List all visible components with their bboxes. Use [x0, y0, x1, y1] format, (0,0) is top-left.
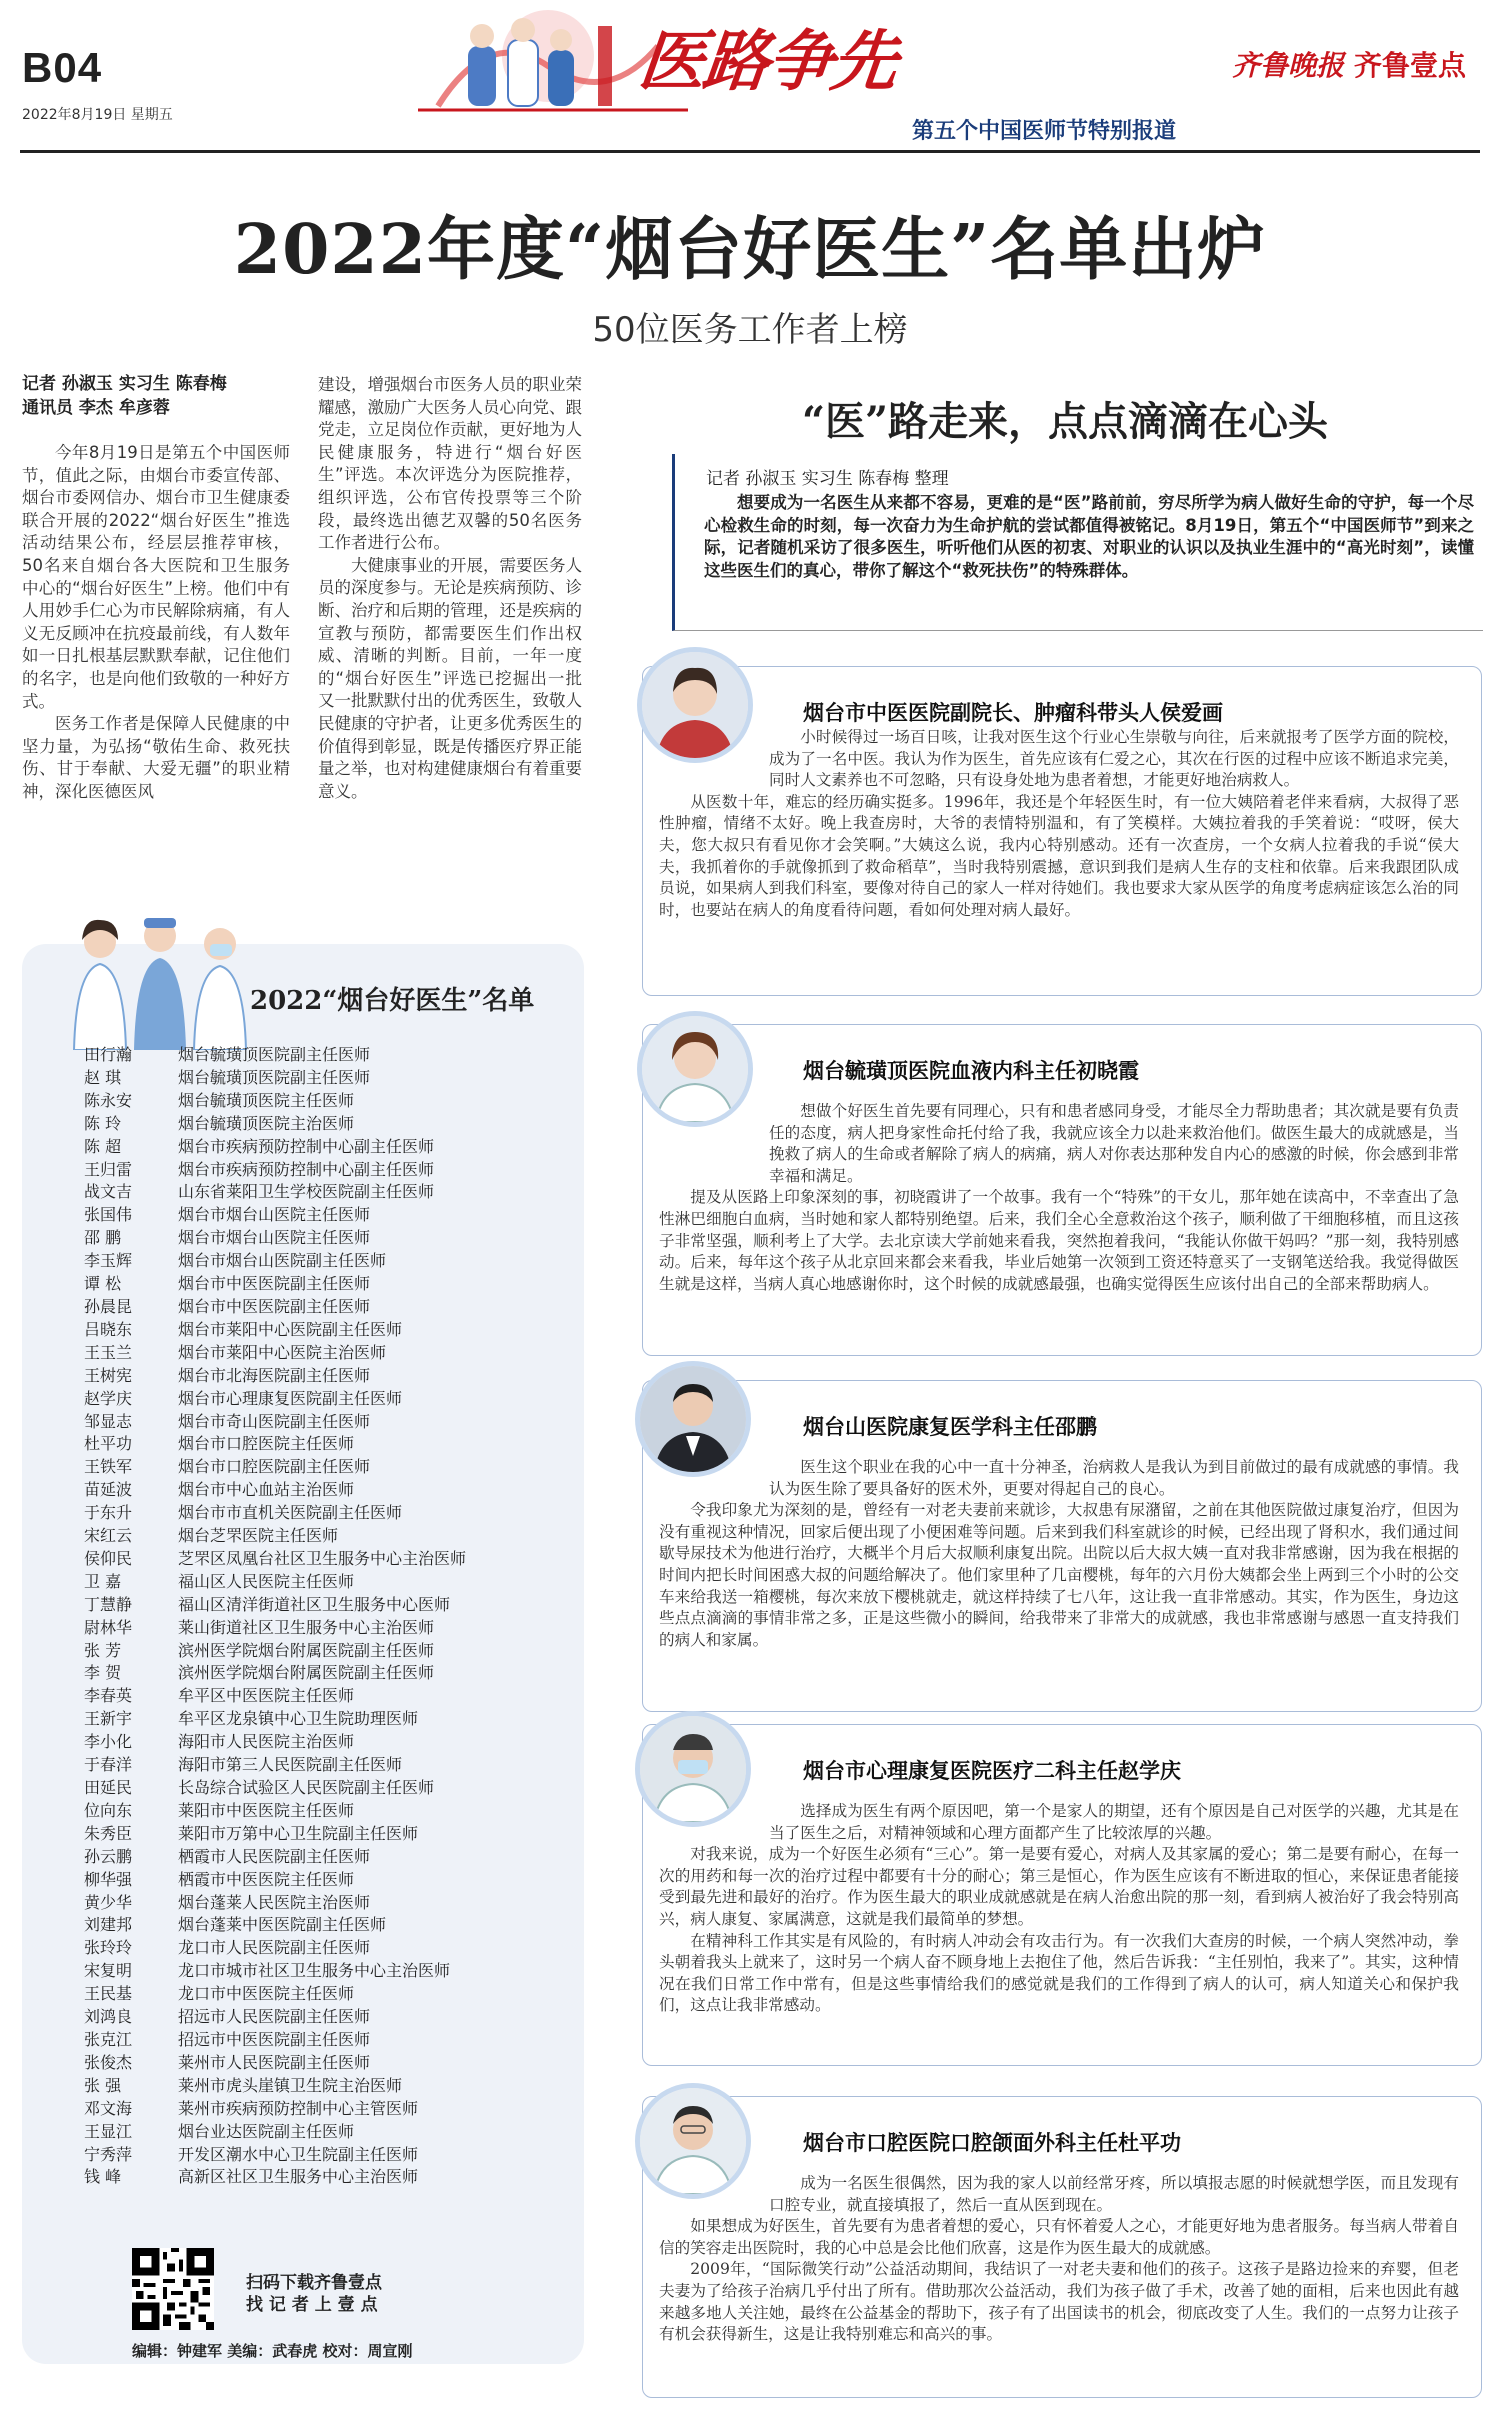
list-item — [84, 1983, 564, 2006]
doctor-position: 龙口市中医医院主任医师 — [178, 1984, 355, 2004]
doctor-name: 谭 松 — [84, 1274, 122, 1294]
doctor-position: 开发区潮水中心卫生院副主任医师 — [178, 2144, 419, 2164]
doctor-name: 宋复明 — [84, 1961, 133, 1981]
doctor-name: 赵 琪 — [84, 1067, 122, 1087]
doctor-name: 邓文海 — [84, 2098, 133, 2118]
list-item — [84, 2029, 564, 2052]
card-paragraph: 从医数十年，难忘的经历确实挺多。1996年，我还是个年轻医生时，有一位大姨陪着老伴来看病，大叔得了恶性肿瘤，情绪不太好。晚上我查房时，大爷的表情特别温和，有了笑模样。大姨拉着我的手笑着说：“哎呀，侯大夫，您大叔只有看见你才会笑啊。”大姨这么说，我内心特别感动。还有一次查房，一个女病人拉着我的手说“侯大夫，我抓着你的手就像抓到了救命稻草”，当时我特别震撼，意识到我们是病人生存的支柱和依靠。后来我跟团队成员说，如果病人到我们科室，要像对待自己的家人一样对待她们。我也要求大家从医学的角度考虑病症该怎么治的同时，也要站在病人的角度看待问题，看如何处理对病人最好。 — [659, 792, 1459, 919]
doctor-card-title: 烟台山医院康复医学科主任邵鹏 — [803, 1414, 1097, 1439]
list-item — [84, 2075, 564, 2098]
list-item — [84, 2166, 564, 2189]
doctor-name: 刘鸿良 — [84, 2007, 133, 2027]
byline-reporters: 记者 孙淑玉 实习生 陈春梅 — [22, 374, 227, 394]
doctor-name: 苗延波 — [84, 1480, 133, 1500]
list-item — [84, 2121, 564, 2144]
doctor-position: 莱州市虎头崖镇卫生院主治医师 — [178, 2075, 403, 2095]
doctor-list-title: 2022“烟台好医生”名单 — [250, 986, 535, 1016]
qr-caption-line: 找 记 者 上 壹 点 — [246, 2295, 378, 2315]
brand-logo — [1232, 44, 1466, 84]
doctor-name: 宁秀萍 — [84, 2144, 133, 2164]
list-item — [84, 1342, 564, 1365]
list-item — [84, 1044, 564, 1067]
list-item — [84, 1754, 564, 1777]
doctor-name: 刘建邦 — [84, 1915, 133, 1935]
special-report-label: 第五个中国医师节特别报道 — [912, 118, 1177, 144]
doctor-card-body — [659, 727, 1459, 921]
doctor-name: 孙晨昆 — [84, 1296, 133, 1316]
card-paragraph: 对我来说，成为一个好医生必须有“三心”。第一是要有爱心，对病人及其家属的爱心；第二是要有耐心，在每一次的用药和每一次的治疗过程中都要有十分的耐心；第三是恒心，作为医生应该有不断进取的恒心，来保证患者能接受到最先进和最好的治疗。作为医生最大的职业成就感就是在病人治愈出院的那一刻，看到病人被治好了我会特别高兴，病人康复、家属满意，这就是我们最简单的梦想。 — [659, 1845, 1459, 1928]
doctor-position: 芝罘区凤凰台社区卫生服务中心主治医师 — [178, 1548, 467, 1568]
doctor-name: 朱秀臣 — [84, 1823, 133, 1843]
doctor-name: 邵 鹏 — [84, 1228, 122, 1248]
doctor-position: 烟台市中医医院副主任医师 — [178, 1274, 371, 1294]
doctor-position: 招远市中医医院副主任医师 — [178, 2029, 371, 2049]
doctor-position: 烟台市口腔医院主任医师 — [178, 1434, 355, 1454]
doctor-name: 王显江 — [84, 2121, 133, 2141]
list-item — [84, 1502, 564, 1525]
intro-paragraph: 建设，增强烟台市医务人员的职业荣耀感，激励广大医务人员心向党、跟党走，立足岗位作贡献，更好地为人民健康服务，特进行“烟台好医生”评选。本次评选分为医院推荐，组织评选，公布官传投票等三个阶段，最终选出德艺双馨的50名医务工作者进行公布。 — [318, 375, 582, 553]
doctor-position: 莱阳市万第中心卫生院副主任医师 — [178, 1823, 419, 1843]
doctor-position: 栖霞市中医医院主任医师 — [178, 1869, 355, 1889]
intro-column-1 — [22, 442, 290, 804]
doctor-position: 莱山街道社区卫生服务中心主治医师 — [178, 1617, 435, 1637]
intro-byline — [22, 372, 312, 420]
doctor-name: 李玉辉 — [84, 1251, 133, 1271]
list-item — [84, 2098, 564, 2121]
doctor-name: 王铁军 — [84, 1457, 133, 1477]
doctor-name: 钱 峰 — [84, 2167, 122, 2187]
doctor-name: 李春英 — [84, 1686, 133, 1706]
doctor-position: 长岛综合试验区人民医院副主任医师 — [178, 1778, 435, 1797]
issue-date: 2022年8月19日 星期五 — [22, 107, 173, 123]
doctor-position: 滨州医学院烟台附属医院副主任医师 — [178, 1663, 435, 1683]
doctor-position: 烟台蓬莱中医医院副主任医师 — [178, 1915, 387, 1935]
list-item — [84, 1525, 564, 1548]
list-item — [84, 1319, 564, 1342]
list-item — [84, 1365, 564, 1388]
qr-code-icon[interactable] — [132, 2248, 214, 2330]
page-number: B04 — [22, 44, 103, 91]
doctor-name: 李小化 — [84, 1732, 133, 1752]
list-item — [84, 1800, 564, 1823]
doctors-illustration-icon — [60, 900, 270, 1050]
doctor-name: 邹显志 — [84, 1411, 133, 1431]
card-paragraph: 提及从医路上印象深刻的事，初晓霞讲了一个故事。我有一个“特殊”的干女儿，那年她在读高中，不幸查出了急性淋巴细胞白血病，当时她和家人都特别绝望。后来，我们全心全意救治这个孩子，顺利做了干细胞移植，而且这孩子非常坚强，顺利考上了大学。去北京读大学前她来看我，突然抱着我问，“我能认你做干妈吗？”那一刻，我特别感动。后来，每年这个孩子从北京回来都会来看我，毕业后她第一次领到工资还特意买了一支钢笔送给我。我觉得做医生就是这样，当病人真心地感谢你时，这个时候的成就感最强，也确实觉得医生应该付出自己的全部来帮助病人。 — [659, 1188, 1459, 1293]
card-paragraph: 成为一名医生很偶然，因为我的家人以前经常牙疼，所以填报志愿的时候就想学医，而且发现有口腔专业，就直接填报了，然后一直从医到现在。 — [769, 2174, 1459, 2214]
list-item — [84, 1640, 564, 1663]
doctor-position: 烟台市莱阳中心医院主治医师 — [178, 1342, 387, 1362]
doctor-position: 烟台毓璜顶医院副主任医师 — [178, 1067, 371, 1087]
card-paragraph: 选择成为医生有两个原因吧，第一个是家人的期望，还有个原因是自己对医学的兴趣，尤其是在当了医生之后，对精神领域和心理方面都产生了比较浓厚的兴趣。 — [769, 1802, 1459, 1842]
doctor-position: 高新区社区卫生服务中心主治医师 — [178, 2167, 419, 2187]
doctor-card-body — [659, 2173, 1459, 2346]
intro-paragraph: 大健康事业的开展，需要医务人员的深度参与。无论是疾病预防、诊断、治疗和后期的管理，还是疾病的宣教与预防，都需要医生们作出权威、清晰的判断。目前，一年一度的“烟台好医生”评选已挖掘出一批又一批默默付出的优秀医生，致敬人民健康的守护者，让更多优秀医生的价值得到彰显，既是传播医疗界正能量之举，也对构建健康烟台有着重要意义。 — [318, 555, 582, 801]
doctor-position: 烟台市烟台山医院副主任医师 — [178, 1251, 387, 1271]
list-item — [84, 1548, 564, 1571]
doctor-position: 烟台市烟台山医院主任医师 — [178, 1228, 371, 1248]
doctor-position: 福山区清洋街道社区卫生服务中心医师 — [178, 1594, 451, 1614]
doctor-name: 张玲玲 — [84, 1938, 133, 1958]
doctor-name: 张 芳 — [84, 1640, 122, 1660]
doctor-name: 李 贺 — [84, 1663, 122, 1683]
doctor-position: 莱阳市中医医院主任医师 — [178, 1800, 355, 1820]
doctor-position: 烟台芝罘医院主任医师 — [178, 1526, 339, 1546]
list-item — [84, 1090, 564, 1113]
doctor-card — [642, 666, 1482, 996]
list-item — [84, 1571, 564, 1594]
list-item — [84, 1960, 564, 1983]
doctor-name: 王玉兰 — [84, 1342, 133, 1362]
doctor-position: 烟台业达医院副主任医师 — [178, 2121, 355, 2141]
list-item — [84, 2144, 564, 2167]
doctor-name: 黄少华 — [84, 1892, 133, 1912]
list-item — [84, 1937, 564, 1960]
doctor-position: 招远市人民医院副主任医师 — [178, 2007, 371, 2027]
feature-title: “医”路走来，点点滴滴在心头 — [801, 398, 1328, 445]
doctor-position: 烟台市市直机关医院副主任医师 — [178, 1503, 403, 1523]
list-item — [84, 1250, 564, 1273]
feature-lead — [704, 492, 1474, 582]
doctor-name: 侯仰民 — [84, 1548, 133, 1568]
doctor-position: 烟台市莱阳中心医院副主任医师 — [178, 1319, 403, 1339]
list-item — [84, 1273, 564, 1296]
list-item — [84, 1846, 564, 1869]
doctor-card-title: 烟台市中医医院副院长、肿瘤科带头人侯爱画 — [803, 700, 1223, 725]
doctor-position: 烟台毓璜顶医院主治医师 — [178, 1113, 355, 1133]
doctor-position: 烟台市疾病预防控制中心副主任医师 — [178, 1136, 435, 1156]
doctor-name: 位向东 — [84, 1800, 133, 1820]
doctor-name: 于春洋 — [84, 1755, 133, 1775]
feature-byline: 记者 孙淑玉 实习生 陈春梅 整理 — [706, 469, 949, 489]
doctor-position: 山东省莱阳卫生学校医院副主任医师 — [178, 1182, 435, 1202]
card-paragraph: 小时候得过一场百日咳，让我对医生这个行业心生崇敬与向往，后来就报考了医学方面的院校，成为了一名中医。我认为作为医生，首先应该有仁爱之心，其次在行医的过程中应该不断追求完美，同时人文素养也不可忽略，只有设身处地为患者着想，才能更好地治病救人。 — [769, 728, 1459, 790]
doctor-position: 烟台蓬莱人民医院主治医师 — [178, 1892, 371, 1912]
main-headline: 2022年度“烟台好医生”名单出炉 — [233, 210, 1267, 290]
list-item — [84, 1067, 564, 1090]
doctor-position: 牟平区中医医院主任医师 — [178, 1686, 355, 1706]
doctor-card — [642, 1724, 1482, 2066]
list-item — [84, 1869, 564, 1892]
doctor-card-body — [659, 1801, 1459, 2017]
doctor-position: 牟平区龙泉镇中心卫生院助理医师 — [178, 1709, 419, 1729]
doctor-position: 烟台市心理康复医院副主任医师 — [178, 1388, 403, 1408]
doctor-name: 王树宪 — [84, 1365, 133, 1385]
byline-correspondents: 通讯员 李杰 牟彦蓉 — [22, 398, 170, 418]
doctor-position: 烟台市中心血站主治医师 — [178, 1480, 355, 1500]
card-paragraph: 如果想成为好医生，首先要有为患者着想的爱心，只有怀着爱人之心，才能更好地为患者服务。每当病人带着自信的笑容走出医院时，我的心中总是会比他们欣喜，这是作为医生最大的成就感。 — [659, 2217, 1459, 2257]
list-item — [84, 1594, 564, 1617]
doctor-position: 烟台市北海医院副主任医师 — [178, 1365, 371, 1385]
doctor-name: 陈永安 — [84, 1090, 133, 1110]
doctor-name: 王新宇 — [84, 1709, 133, 1729]
doctor-position: 烟台毓璜顶医院副主任医师 — [178, 1045, 371, 1064]
doctor-position: 海阳市第三人民医院副主任医师 — [178, 1755, 403, 1775]
list-item — [84, 1433, 564, 1456]
doctor-name: 王民基 — [84, 1984, 133, 2004]
header-divider — [20, 150, 1480, 153]
lead-paragraph: 想要成为一名医生从来都不容易，更难的是“医”路前前，穷尽所学为病人做好生命的守护，每一个尽心检救生命的时刻，每一次奋力为生命护航的尝试都值得被铭记。8月19日，第五个“中国医师节”到来之际，记者随机采访了很多医生，听听他们从医的初衷、对职业的认识以及执业生涯中的“高光时刻”，读懂这些医生们的真心，带你了解这个“救死扶伤”的特殊群体。 — [704, 493, 1474, 580]
doctor-position: 烟台市口腔医院副主任医师 — [178, 1457, 371, 1477]
doctor-name: 张 强 — [84, 2075, 122, 2095]
card-paragraph: 2009年，“国际微笑行动”公益活动期间，我结识了一对老夫妻和他们的孩子。这孩子是路边捡来的弃婴，但老夫妻为了给孩子治病几乎付出了所有。借助那次公益活动，我们为孩子做了手术，改善了她的面相，后来也因此有越来越多地人关注她，最终在公益基金的帮助下，孩子有了出国读书的机会，彻底改变了人生。我们的一点努力让孩子有机会获得新生，这是让我特别难忘和高兴的事。 — [659, 2260, 1459, 2344]
qr-caption — [246, 2272, 382, 2316]
list-item — [84, 1204, 564, 1227]
doctor-name: 张克江 — [84, 2029, 133, 2049]
list-item — [84, 1708, 564, 1731]
main-subheadline: 50位医务工作者上榜 — [592, 310, 908, 350]
doctor-position: 莱州市人民医院副主任医师 — [178, 2052, 371, 2072]
doctor-name: 赵学庆 — [84, 1388, 133, 1408]
doctor-position: 栖霞市人民医院副主任医师 — [178, 1846, 371, 1866]
doctor-position: 龙口市人民医院副主任医师 — [178, 1938, 371, 1958]
doctor-name: 杜平功 — [84, 1434, 133, 1454]
doctor-card-title: 烟台市心理康复医院医疗二科主任赵学庆 — [803, 1758, 1181, 1783]
doctor-name: 张国伟 — [84, 1205, 133, 1225]
intro-paragraph: 今年8月19日是第五个中国医师节，值此之际，由烟台市委宣传部、烟台市委网信办、烟台市卫生健康委联合开展的2022“烟台好医生”推选活动结果公布，经层层推荐审核，50名来自烟台各大医院和卫生服务中心的“烟台好医生”上榜。他们中有人用妙手仁心为市民解除病痛，有人义无反顾冲在抗疫最前线，有人数年如一日扎根基层默默奉献，记住他们的名字，也是向他们致敬的一种好方式。 — [22, 443, 290, 711]
list-item — [84, 1136, 564, 1159]
doctor-card — [642, 1380, 1482, 1712]
brand-name-qilu-evening: 齐鲁晚报 — [1232, 49, 1345, 82]
doctor-name: 张俊杰 — [84, 2052, 133, 2072]
doctor-position: 福山区人民医院主任医师 — [178, 1571, 355, 1591]
list-item — [84, 1388, 564, 1411]
list-item — [84, 2052, 564, 2075]
doctor-name: 吕晓东 — [84, 1319, 133, 1339]
list-item — [84, 1456, 564, 1479]
doctor-card-title: 烟台毓璜顶医院血液内科主任初晓霞 — [803, 1058, 1139, 1083]
list-item — [84, 2006, 564, 2029]
doctor-position: 烟台市奇山医院副主任医师 — [178, 1411, 371, 1431]
list-item — [84, 1914, 564, 1937]
doctor-card — [642, 2096, 1482, 2398]
doctor-name: 丁慧静 — [84, 1594, 133, 1614]
qr-caption-line: 扫码下载齐鲁壹点 — [246, 2273, 382, 2293]
doctor-position: 海阳市人民医院主治医师 — [178, 1732, 355, 1752]
list-item — [84, 1479, 564, 1502]
card-paragraph: 想做个好医生首先要有同理心，只有和患者感同身受，才能尽全力帮助患者；其次就是要有负责任的态度，病人把身家性命托付给了我，我就应该全力以赴来救治他们。做医生最大的成就感是，当挽救了病人的生命或者解除了病人的病痛，病人对你表达那种发自内心的感激的时候，你会感到非常幸福和满足。 — [769, 1102, 1459, 1185]
doctor-name: 孙云鹏 — [84, 1846, 133, 1866]
card-paragraph: 令我印象尤为深刻的是，曾经有一对老夫妻前来就诊，大叔患有尿潴留，之前在其他医院做过康复治疗，但因为没有重视这种情况，回家后便出现了小便困难等问题。后来到我们科室就诊的时候，已经出现了肾积水，我们通过间歇导尿技术为他进行治疗，大概半个月后大叔顺利康复出院。出院以后大叔大姨一直对我非常感谢，因为我在根据的时间内把长时间困惑大叔的问题给解决了。他们家里种了几亩樱桃，每年的六月份大姨都会坐上两到三个小时的公交车来给我送一箱樱桃，每次来放下樱桃就走，就这样持续了七八年，这让我一直非常感动。其实，作为医生，身边这些点点滴滴的事情非常之多，正是这些微小的瞬间，给我带来了非常大的成就感，我也非常感谢与感恩一直支持我们的病人和家属。 — [659, 1501, 1459, 1649]
doctor-card-body — [659, 1101, 1459, 1295]
brand-name-qilu-yidian: 齐鲁壹点 — [1354, 49, 1467, 82]
list-item — [84, 1411, 564, 1434]
list-item — [84, 1227, 564, 1250]
list-item — [84, 1823, 564, 1846]
doctor-name: 于东升 — [84, 1503, 133, 1523]
doctor-name: 柳华强 — [84, 1869, 133, 1889]
card-paragraph: 在精神科工作其实是有风险的，有时病人冲动会有攻击行为。有一次我们大查房的时候，一个病人突然冲动，拳头朝着我头上就来了，这时另一个病人奋不顾身地上去抱住了他，然后告诉我：“主任别怕，我来了”。其实，这种情况在我们日常工作中常有，但是这些事情给我们的感觉就是我们的工作得到了病人的认可，病人知道关心和保护我们，这点让我非常感动。 — [659, 1931, 1459, 2015]
list-item — [84, 1685, 564, 1708]
list-item — [84, 1181, 564, 1204]
intro-column-2 — [318, 374, 582, 803]
list-item — [84, 1113, 564, 1136]
doctor-name: 尉林华 — [84, 1617, 133, 1637]
doctor-name: 王归雷 — [84, 1159, 133, 1179]
doctor-name: 陈 超 — [84, 1136, 122, 1156]
doctor-name: 田延民 — [84, 1778, 133, 1797]
editor-credits: 编辑：钟建军 美编：武春虎 校对：周宣刚 — [132, 2342, 413, 2360]
column-title: 医路争先 — [635, 22, 900, 100]
doctor-card — [642, 1024, 1482, 1356]
doctor-name: 田行瀚 — [84, 1045, 133, 1064]
list-item — [84, 1662, 564, 1685]
doctor-name: 战文吉 — [84, 1182, 133, 1202]
doctor-name: 宋红云 — [84, 1526, 133, 1546]
list-item — [84, 1296, 564, 1319]
card-paragraph: 医生这个职业在我的心中一直十分神圣，治病救人是我认为到目前做过的最有成就感的事情。我认为医生除了要具备好的医术外，更要对得起自己的良心。 — [769, 1458, 1459, 1498]
list-item — [84, 1777, 564, 1800]
doctor-position: 滨州医学院烟台附属医院副主任医师 — [178, 1640, 435, 1660]
doctor-position: 烟台市烟台山医院主任医师 — [178, 1205, 371, 1225]
list-item — [84, 1731, 564, 1754]
list-item — [84, 1892, 564, 1915]
doctor-position: 烟台市疾病预防控制中心副主任医师 — [178, 1159, 435, 1179]
doctor-name: 陈 玲 — [84, 1113, 122, 1133]
doctor-name: 卫 嘉 — [84, 1571, 122, 1591]
list-item — [84, 1159, 564, 1182]
intro-paragraph: 医务工作者是保障人民健康的中坚力量，为弘扬“敬佑生命、救死扶伤、甘于奉献、大爱无疆”的职业精神，深化医德医风 — [22, 714, 290, 801]
doctor-position: 莱州市疾病预防控制中心主管医师 — [178, 2098, 419, 2118]
doctor-card-title: 烟台市口腔医院口腔颌面外科主任杜平功 — [803, 2130, 1181, 2155]
doctor-card-body — [659, 1457, 1459, 1651]
doctor-position: 烟台毓璜顶医院主任医师 — [178, 1090, 355, 1110]
doctor-list — [84, 1044, 564, 2189]
list-item — [84, 1617, 564, 1640]
doctor-position: 烟台市中医医院副主任医师 — [178, 1296, 371, 1316]
doctor-position: 龙口市城市社区卫生服务中心主治医师 — [178, 1961, 451, 1981]
